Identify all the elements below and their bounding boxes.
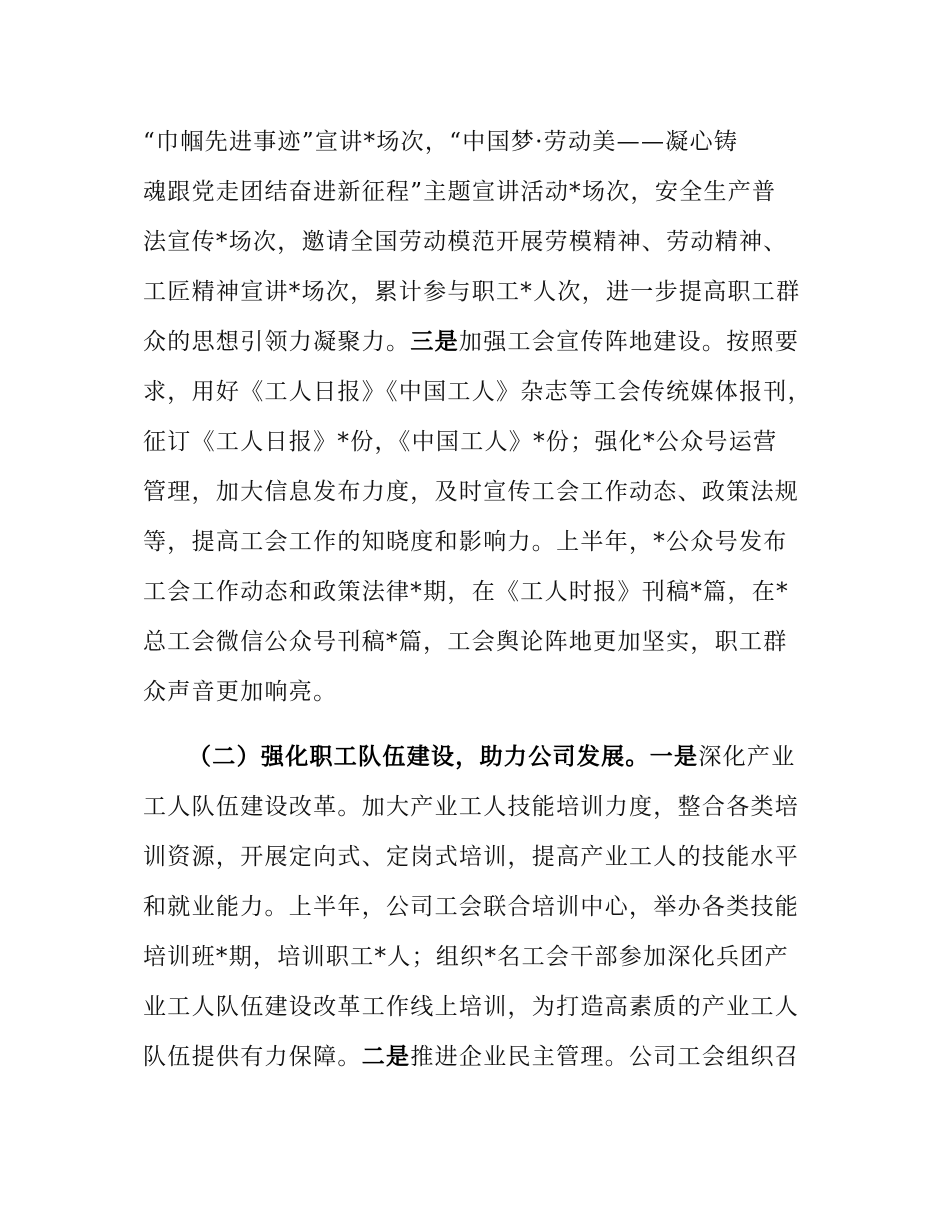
text-line: 训资源，开展定向式、定岗式培训，提高产业工人的技能水平 [143,844,800,870]
bold-lead-phrase: 三是 [410,328,459,355]
text-run: 深化产业 [698,744,796,770]
bold-lead-phrase: 二是 [361,1043,411,1070]
text-run: 加强工会宣传阵地建设。按照要 [458,329,800,355]
text-line: 工会工作动态和政策法律*期，在《工人时报》刊稿*篇，在* [143,579,789,605]
text-run: 众的思想引领力凝聚力。 [143,329,411,355]
text-line: 法宣传*场次，邀请全国劳动模范开展劳模精神、劳动精神、 [143,229,788,255]
text-line: 魂跟党走团结奋进新征程”主题宣讲活动*场次，安全生产普 [143,179,777,205]
section-heading: （二）强化职工队伍建设，助力公司发展。一是 [188,743,699,770]
text-line: 总工会微信公众号刊稿*篇，工会舆论阵地更加坚实，职工群 [143,629,788,655]
text-line: 和就业能力。上半年，公司工会联合培训中心，举办各类技能 [143,894,800,920]
text-line: 管理，加大信息发布力度，及时宣传工会工作动态、政策法规 [143,479,800,505]
text-line: 工匠精神宣讲*场次，累计参与职工*人次，进一步提高职工群 [143,279,801,305]
text-line: 征订《工人日报》*份，《中国工人》*份；强化*公众号运营 [143,429,778,455]
text-line [143,322,833,362]
text-line: 培训班*期，培训职工*人；组织*名工会干部参加深化兵团产 [143,944,789,970]
section-heading-line [188,737,833,777]
text-line: 工人队伍建设改革。加大产业工人技能培训力度，整合各类培 [143,794,800,820]
text-line: 等，提高工会工作的知晓度和影响力。上半年，*公众号发布 [143,529,788,555]
text-run: 推进企业民主管理。公司工会组织召 [410,1044,800,1070]
text-line: “巾帼先进事迹”宣讲*场次，“中国梦·劳动美——凝心铸 [143,129,739,155]
text-line: 求，用好《工人日报》《中国工人》杂志等工会传统媒体报刊， [143,379,812,405]
text-line: 众声音更加响亮。 [143,679,338,705]
text-line [143,1037,833,1077]
text-run: 队伍提供有力保障。 [143,1044,362,1070]
text-line: 业工人队伍建设改革工作线上培训，为打造高素质的产业工人 [143,994,800,1020]
